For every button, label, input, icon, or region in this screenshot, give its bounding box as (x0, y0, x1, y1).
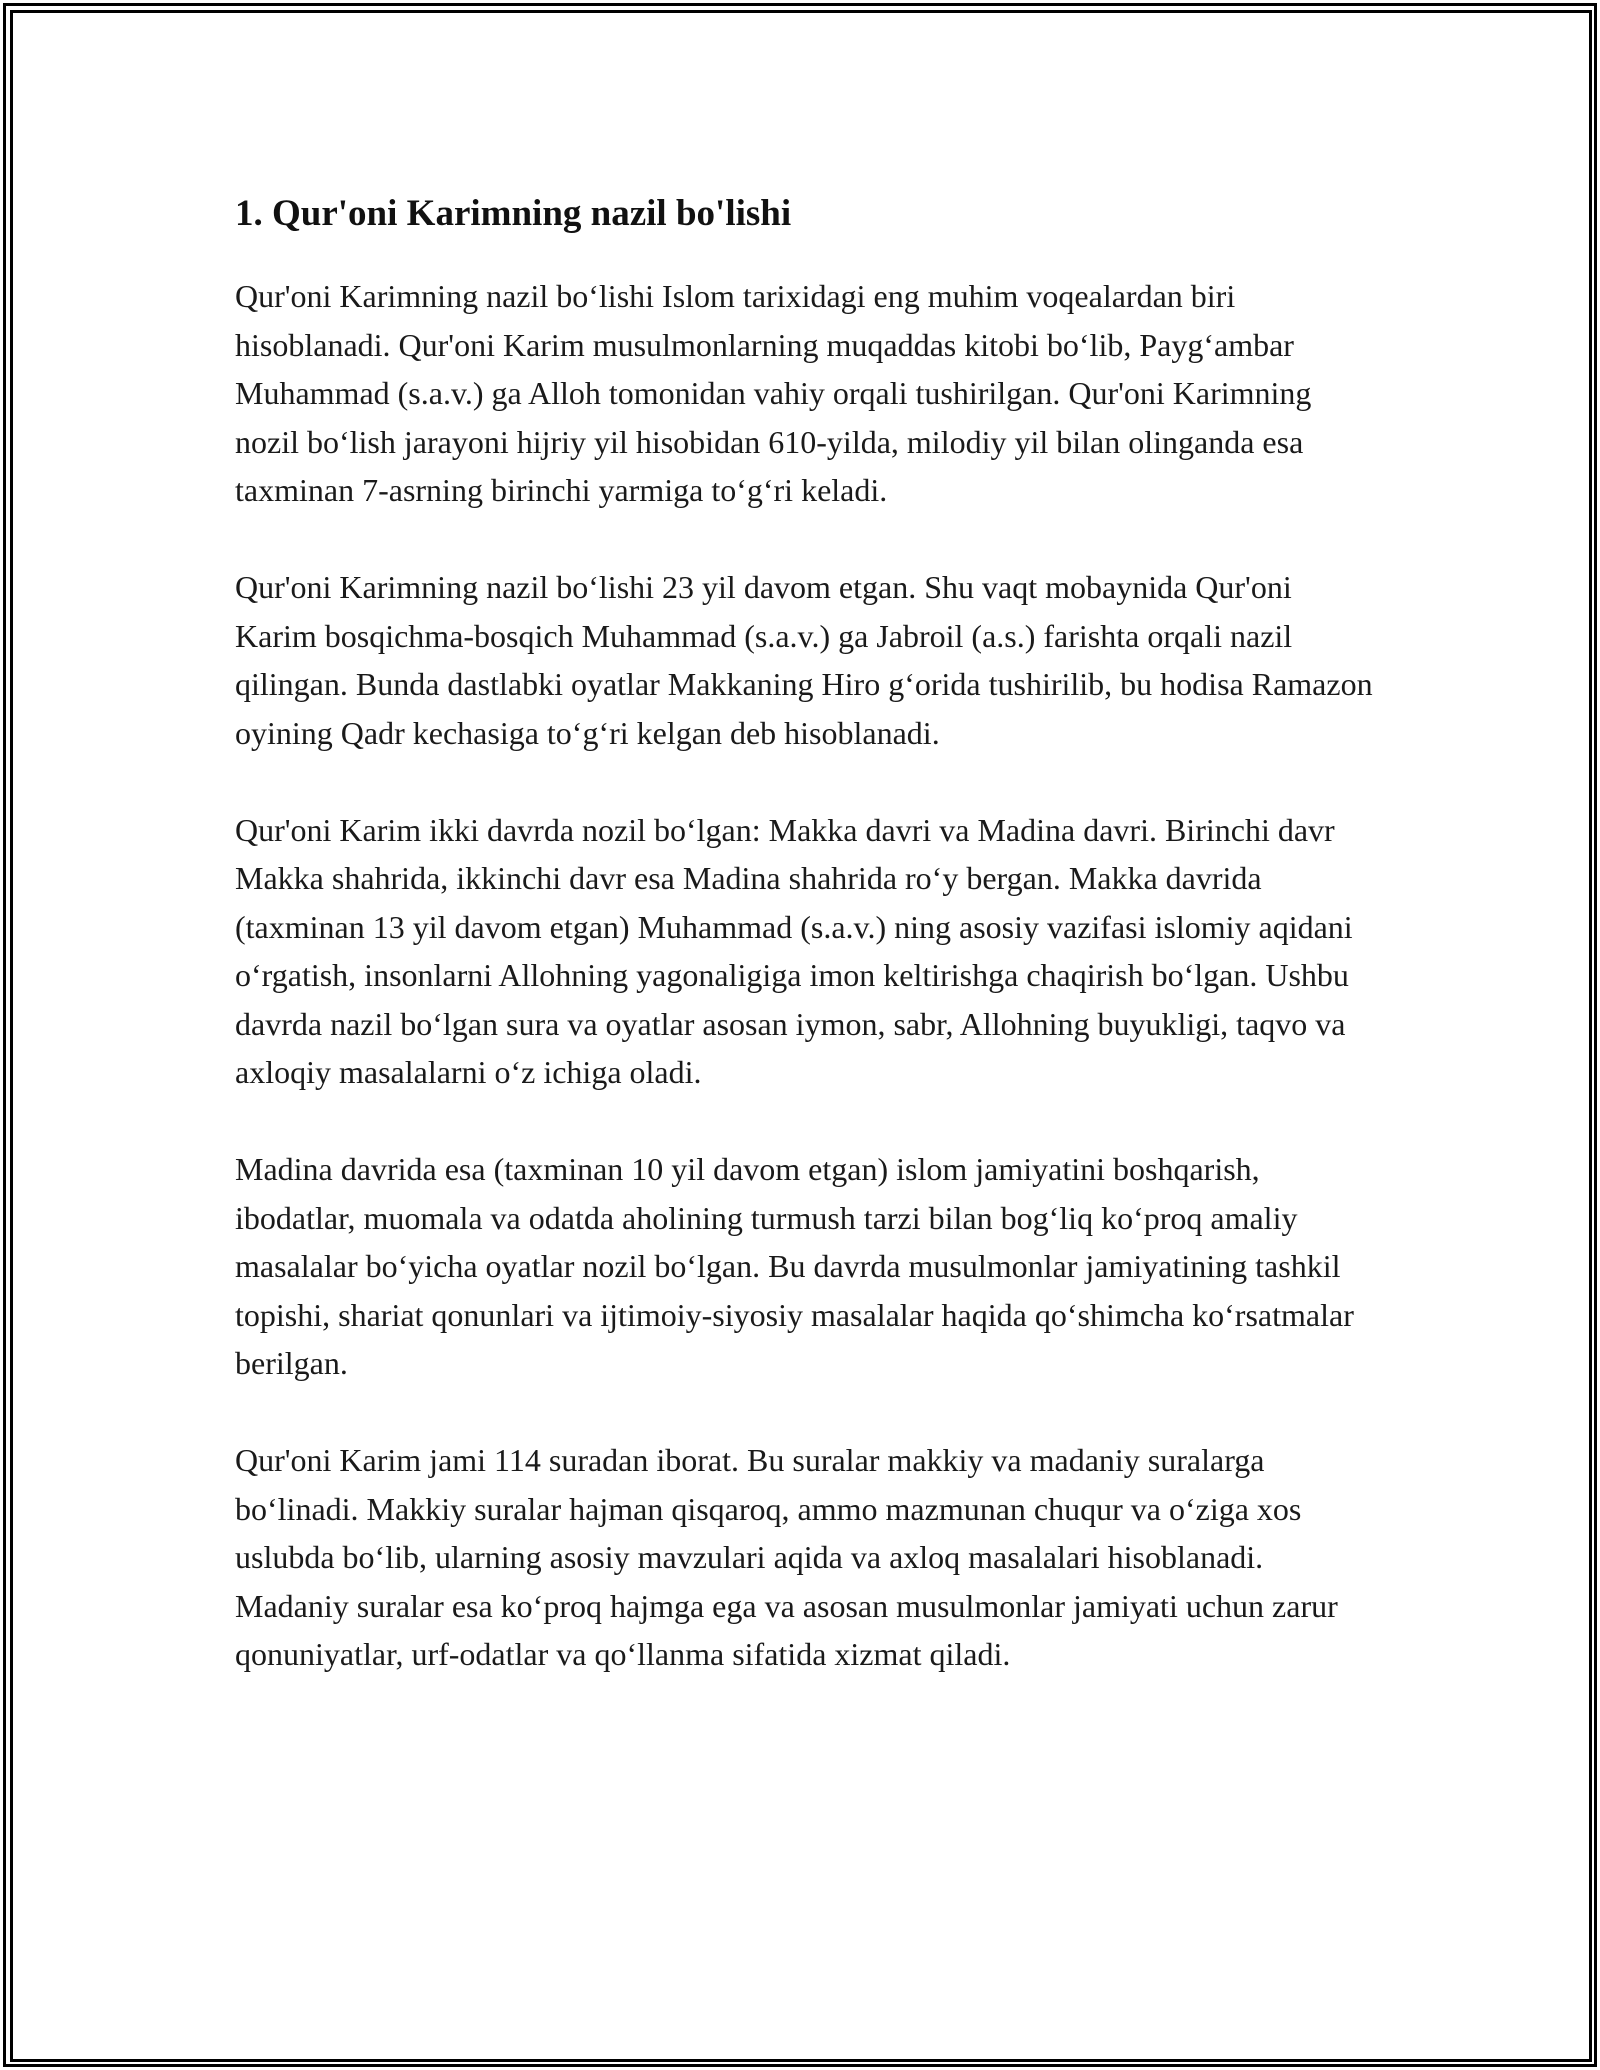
document-body (235, 190, 1375, 1679)
paragraph-5: Qur'oni Karim jami 114 suradan iborat. Bu suralar makkiy va madaniy suralarga bo‘linadi. Makkiy suralar hajman qisqaroq, ammo mazmunan chuqur va o‘ziga xos uslubda bo‘lib, ularning asosiy mavzulari aqida va axloq masalalari hisoblanadi. Madaniy suralar esa ko‘proq hajmga ega va asosan musulmonlar jamiyati uchun zarur qonuniyatlar, urf-odatlar va qo‘llanma sifatida xizmat qiladi. (235, 1442, 1338, 1672)
paragraph-4: Madina davrida esa (taxminan 10 yil davom etgan) islom jamiyatini boshqarish, ibodatlar, muomala va odatda aholining turmush tarzi bilan bog‘liq ko‘proq amaliy masalalar bo‘yicha oyatlar nozil bo‘lgan. Bu davrda musulmonlar jamiyatining tashkil topishi, shariat qonunlari va ijtimoiy-siyosiy masalalar haqida qo‘shimcha ko‘rsatmalar berilgan. (235, 1151, 1354, 1381)
section-heading: 1. Qur'oni Karimning nazil bo'lishi (235, 193, 792, 234)
paragraph-3: Qur'oni Karim ikki davrda nozil bo‘lgan: Makka davri va Madina davri. Birinchi davr Makka shahrida, ikkinchi davr esa Madina shahrida ro‘y bergan. Makka davrida (taxminan 13 yil davom etgan) Muhammad (s.a.v.) ning asosiy vazifasi islomiy aqidani o‘rgatish, insonlarni Allohning yagonaligiga imon keltirishga chaqirish bo‘lgan. Ushbu davrda nazil bo‘lgan sura va oyatlar asosan iymon, sabr, Allohning buyukligi, taqvo va axloqiy masalalarni o‘z ichiga oladi. (235, 811, 1353, 1090)
paragraph-1: Qur'oni Karimning nazil bo‘lishi Islom tarixidagi eng muhim voqealardan biri hisoblanadi. Qur'oni Karim musulmonlarning muqaddas kitobi bo‘lib, Payg‘ambar Muhammad (s.a.v.) ga Alloh tomonidan vahiy orqali tushirilgan. Qur'oni Karimning nozil bo‘lish jarayoni hijriy yil hisobidan 610-yilda, milodiy yil bilan olinganda esa taxminan 7-asrning birinchi yarmiga to‘g‘ri keladi. (235, 278, 1312, 508)
paragraph-2: Qur'oni Karimning nazil bo‘lishi 23 yil davom etgan. Shu vaqt mobaynida Qur'oni Karim bosqichma-bosqich Muhammad (s.a.v.) ga Jabroil (a.s.) farishta orqali nazil qilingan. Bunda dastlabki oyatlar Makkaning Hiro g‘orida tushirilib, bu hodisa Ramazon oyining Qadr kechasiga to‘g‘ri kelgan deb hisoblanadi. (235, 569, 1373, 751)
